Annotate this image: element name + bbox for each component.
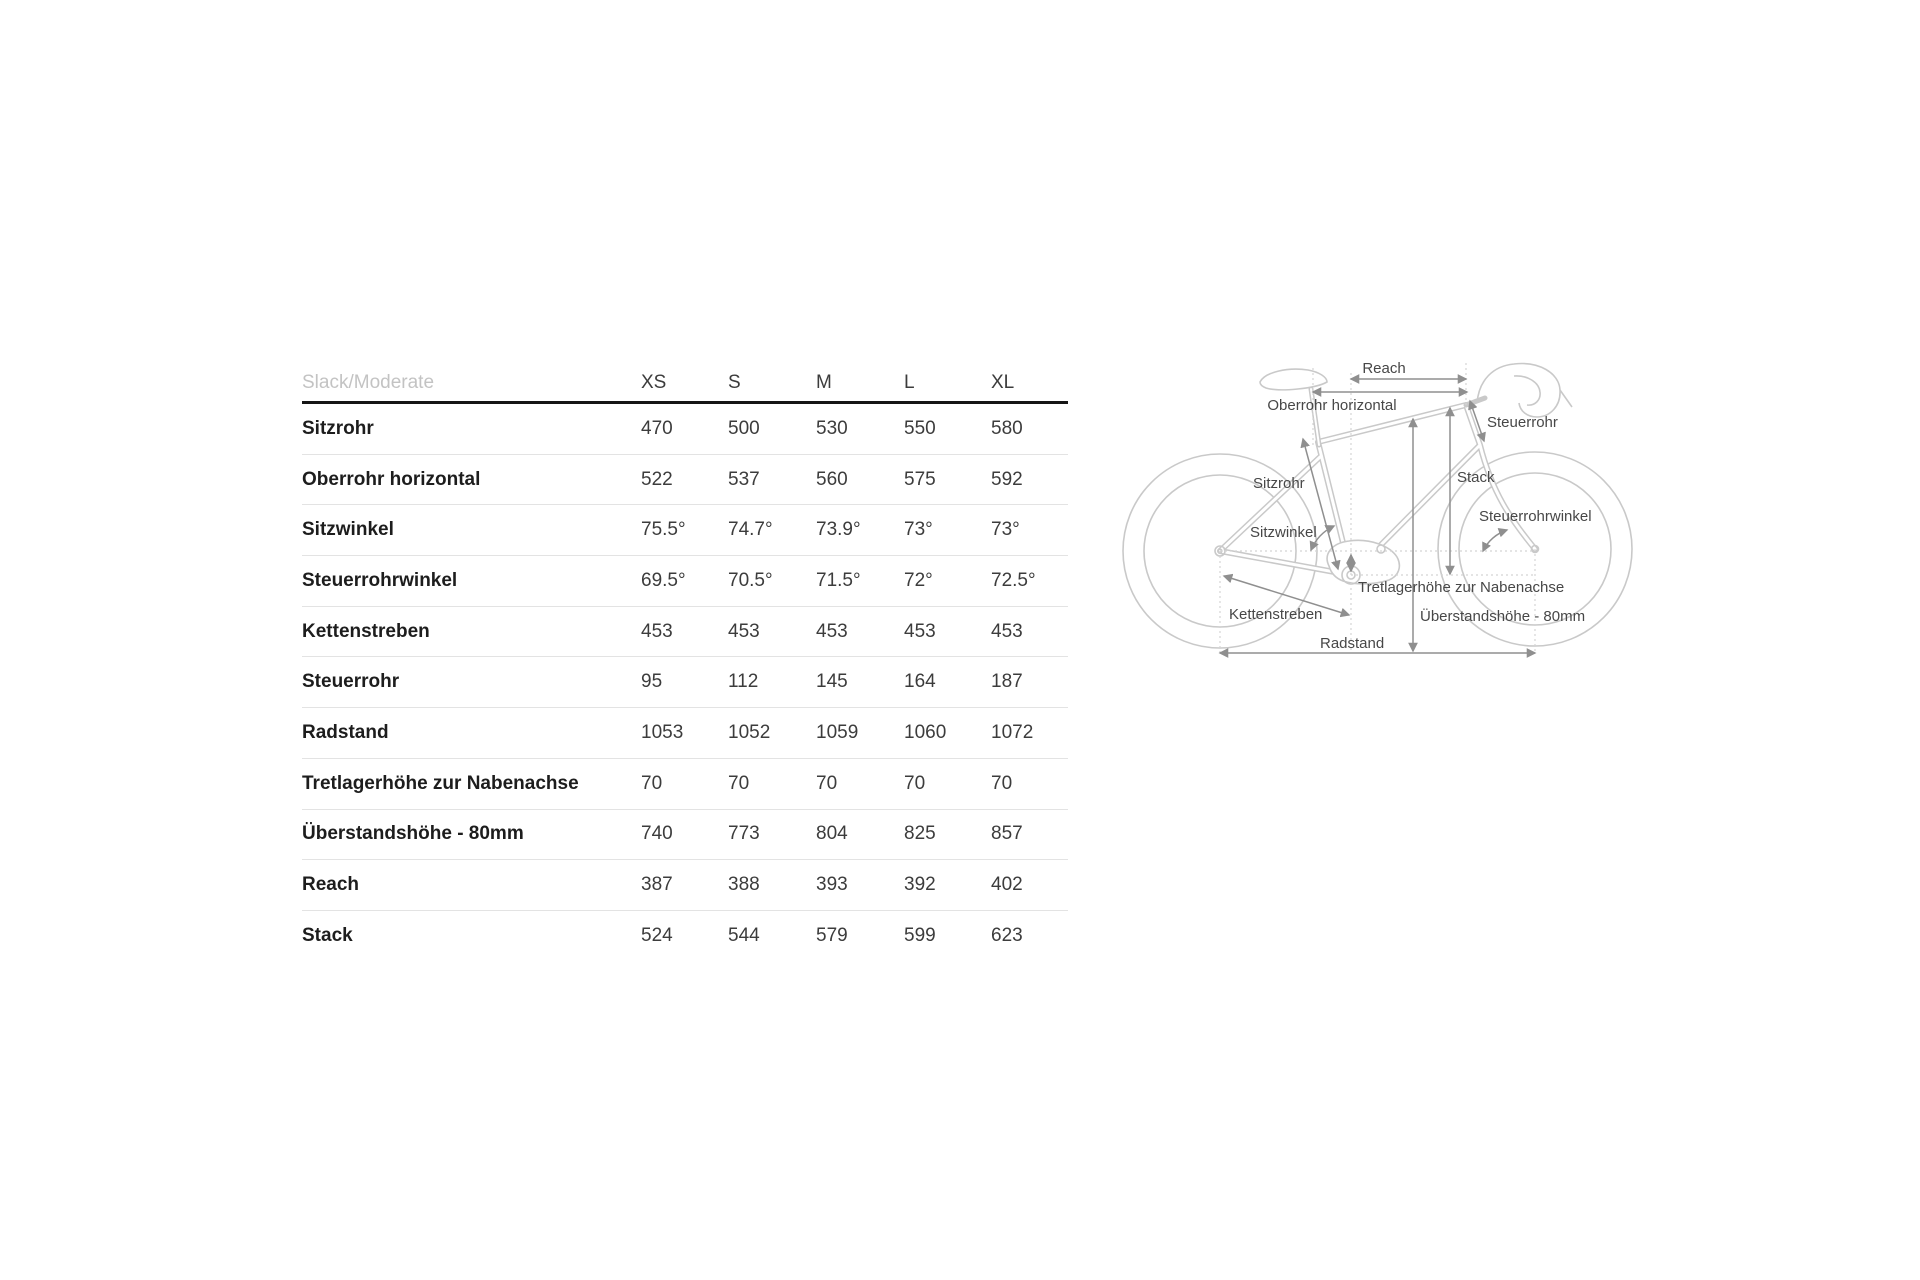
- column-header-xl: XL: [991, 372, 1015, 393]
- cell: 73.9°: [816, 519, 861, 541]
- cell: 69.5°: [641, 569, 686, 591]
- bike-geometry-diagram: [1120, 335, 1640, 665]
- table-row: [302, 607, 1068, 658]
- row-label: Sitzrohr: [302, 417, 374, 439]
- stack-label: Stack: [1457, 469, 1495, 486]
- cell: 524: [641, 924, 673, 946]
- row-label: Steuerrohrwinkel: [302, 569, 458, 591]
- table-row: [302, 860, 1068, 911]
- cell: 164: [904, 671, 936, 693]
- row-label: Radstand: [302, 721, 389, 743]
- table-row: [302, 505, 1068, 556]
- cell: 623: [991, 924, 1023, 946]
- cell: 550: [904, 417, 936, 439]
- row-label: Kettenstreben: [302, 620, 430, 642]
- column-header-l: L: [904, 372, 915, 393]
- cell: 402: [991, 874, 1023, 896]
- row-label: Tretlagerhöhe zur Nabenachse: [302, 772, 579, 794]
- tretlagerhoehe-label: Tretlagerhöhe zur Nabenachse: [1358, 579, 1565, 596]
- cell: 825: [904, 823, 936, 845]
- column-header-s: S: [728, 372, 741, 393]
- kettenstreben-label: Kettenstreben: [1229, 606, 1323, 623]
- cell: 1072: [991, 721, 1034, 743]
- cell: 522: [641, 468, 673, 490]
- cell: 500: [728, 417, 760, 439]
- row-label: Reach: [302, 874, 360, 896]
- table-row: [302, 708, 1068, 759]
- saddle-icon: [1260, 369, 1327, 390]
- cell: 804: [816, 823, 848, 845]
- table-row: [302, 404, 1068, 455]
- cell: 393: [816, 874, 848, 896]
- cell: 599: [904, 924, 936, 946]
- cell: 112: [728, 671, 759, 693]
- cell: 537: [728, 468, 760, 490]
- sitzrohr-label: Sitzrohr: [1253, 475, 1305, 492]
- stem: [1466, 398, 1485, 405]
- cell: 453: [641, 620, 673, 642]
- table-title: Slack/Moderate: [302, 372, 435, 393]
- oberrohr-label: Oberrohr horizontal: [1267, 397, 1397, 414]
- table-header-row: [302, 365, 1068, 404]
- cell: 145: [816, 671, 848, 693]
- diagram-labels: [1229, 360, 1592, 652]
- cell: 95: [641, 671, 663, 693]
- table-row: [302, 911, 1068, 961]
- column-header-xs: XS: [641, 372, 667, 393]
- cell: 73°: [991, 519, 1020, 541]
- table-row: [302, 759, 1068, 810]
- row-label: Sitzwinkel: [302, 519, 394, 541]
- reach-label: Reach: [1362, 360, 1406, 377]
- cell: 388: [728, 874, 760, 896]
- table-row: [302, 556, 1068, 607]
- cell: 70.5°: [728, 569, 773, 591]
- cell: 70: [904, 772, 926, 794]
- cell: 187: [991, 671, 1023, 693]
- cell: 70: [816, 772, 838, 794]
- ueberstandshoehe-label: Überstandshöhe - 80mm: [1420, 608, 1586, 625]
- row-label: Überstandshöhe - 80mm: [302, 823, 524, 845]
- steuerrohr-label: Steuerrohr: [1487, 414, 1558, 431]
- cell: 453: [991, 620, 1023, 642]
- row-label: Stack: [302, 924, 353, 946]
- cell: 1059: [816, 721, 859, 743]
- table-row: [302, 455, 1068, 506]
- row-label: Oberrohr horizontal: [302, 468, 481, 490]
- sitzwinkel-label: Sitzwinkel: [1250, 524, 1317, 541]
- row-label: Steuerrohr: [302, 671, 400, 693]
- cell: 72°: [904, 569, 933, 591]
- cell: 470: [641, 417, 673, 439]
- motor-housing: [1327, 540, 1399, 584]
- cell: 1053: [641, 721, 684, 743]
- cell: 453: [816, 620, 848, 642]
- cell: 74.7°: [728, 519, 773, 541]
- cell: 387: [641, 874, 673, 896]
- cell: 580: [991, 417, 1023, 439]
- cell: 71.5°: [816, 569, 861, 591]
- cell: 72.5°: [991, 569, 1036, 591]
- cell: 530: [816, 417, 848, 439]
- cell: 70: [991, 772, 1013, 794]
- cell: 392: [904, 874, 936, 896]
- cell: 70: [641, 772, 663, 794]
- table-row: [302, 810, 1068, 861]
- cell: 73°: [904, 519, 933, 541]
- column-header-m: M: [816, 372, 832, 393]
- cell: 453: [904, 620, 936, 642]
- radstand-label: Radstand: [1320, 635, 1385, 652]
- cell: 1060: [904, 721, 947, 743]
- cell: 75.5°: [641, 519, 686, 541]
- steuerrohrwinkel-label: Steuerrohrwinkel: [1479, 508, 1592, 525]
- cell: 592: [991, 468, 1023, 490]
- cell: 1052: [728, 721, 771, 743]
- cell: 544: [728, 924, 760, 946]
- cell: 70: [728, 772, 750, 794]
- cell: 740: [641, 823, 673, 845]
- handlebar-icon: [1477, 364, 1572, 417]
- cell: 773: [728, 823, 760, 845]
- steuerrohrwinkel-arc: [1483, 530, 1507, 551]
- geometry-table: [302, 365, 1068, 961]
- cell: 579: [816, 924, 848, 946]
- cell: 560: [816, 468, 848, 490]
- cell: 453: [728, 620, 760, 642]
- cell: 857: [991, 823, 1023, 845]
- table-row: [302, 657, 1068, 708]
- cell: 575: [904, 468, 936, 490]
